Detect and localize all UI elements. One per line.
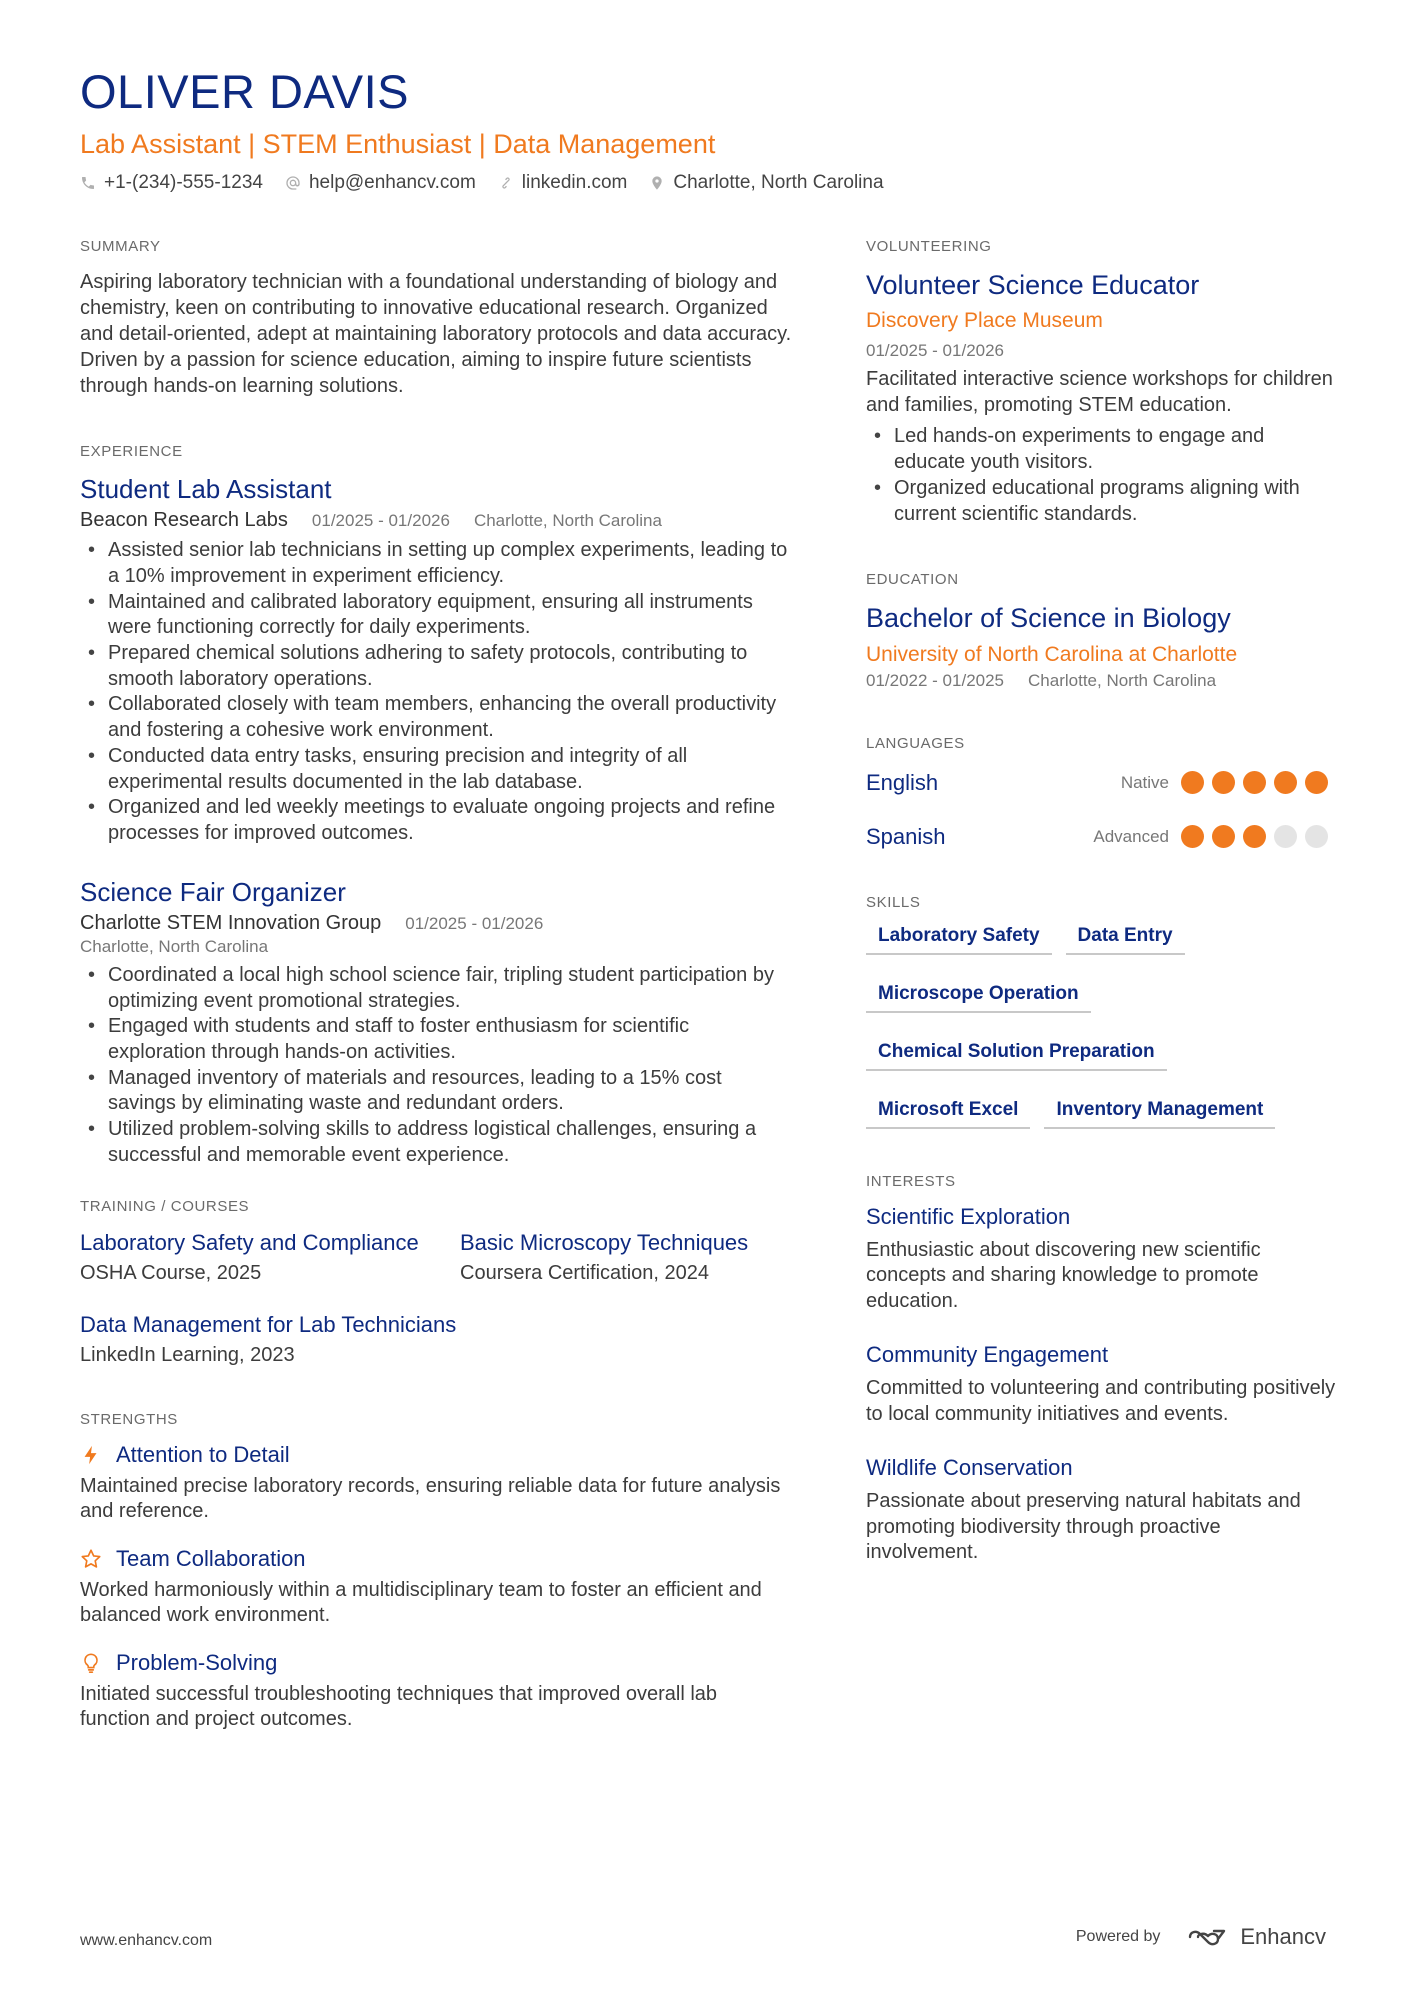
- skill-tag: Microscope Operation: [866, 983, 1091, 1013]
- brand-logo[interactable]: [1186, 1924, 1326, 1950]
- skills-section: [866, 894, 1336, 1129]
- course-title: Laboratory Safety and Compliance: [80, 1230, 419, 1256]
- lightbulb-icon: [80, 1652, 102, 1674]
- training-section: [80, 1198, 792, 1367]
- course-entry: [460, 1229, 790, 1285]
- rating-dot-filled: [1181, 825, 1204, 848]
- strength-entry: [80, 1546, 792, 1628]
- course-entry: [80, 1311, 460, 1367]
- section-heading: SKILLS: [866, 893, 921, 911]
- bullet-item: • Engaged with students and staff to foster enthusiasm for scientific exploration through hands-on activities.: [80, 1014, 792, 1065]
- language-rating: [1181, 771, 1336, 794]
- strength-title: Team Collaboration: [116, 1546, 306, 1572]
- course-provider: Coursera Certification, 2024: [460, 1262, 710, 1285]
- bullet-item: • Collaborated closely with team members, enhancing the overall productivity and fostering a cohesive work environment.: [80, 692, 792, 743]
- section-heading: LANGUAGES: [866, 734, 965, 752]
- interest-description: Enthusiastic about discovering new scientific concepts and sharing knowledge to promote education.: [866, 1238, 1261, 1312]
- candidate-title: Lab Assistant | STEM Enthusiast | Data Management: [80, 128, 716, 159]
- interest-entry: [866, 1204, 1336, 1315]
- bullet-item: • Led hands-on experiments to engage and educate youth visitors.: [866, 424, 1336, 475]
- strength-header: [80, 1546, 792, 1572]
- linkedin-link[interactable]: linkedin.com: [521, 172, 628, 194]
- strength-description: Maintained precise laboratory records, ensuring reliable data for future analysis and reference.: [80, 1475, 781, 1523]
- interest-entry: [866, 1455, 1336, 1566]
- bullet-item: • Managed inventory of materials and resources, leading to a 15% cost savings by eliminating waste and redundant orders.: [80, 1066, 792, 1117]
- bullet-item: • Prepared chemical solutions adhering to safety protocols, contributing to smooth laboratory operations.: [80, 641, 792, 692]
- volunteer-role: Volunteer Science Educator: [866, 270, 1200, 300]
- language-level: Advanced: [1093, 826, 1169, 846]
- bullet-item: • Organized educational programs aligning with current scientific standards.: [866, 476, 1336, 527]
- volunteer-dates: 01/2025 - 01/2026: [866, 341, 1005, 361]
- volunteer-organization: Discovery Place Museum: [866, 309, 1103, 333]
- interest-title: Community Engagement: [866, 1342, 1109, 1368]
- education-dates: 01/2022 - 01/2025: [866, 670, 1005, 690]
- course-title: Basic Microscopy Techniques: [460, 1230, 749, 1256]
- contact-location: [649, 172, 883, 194]
- volunteer-description: Facilitated interactive science workshops for children and families, promoting STEM education.: [866, 368, 1333, 416]
- language-name: Spanish: [866, 823, 946, 849]
- language-level: Native: [1120, 772, 1169, 792]
- strength-header: [80, 1442, 792, 1468]
- section-heading: INTERESTS: [866, 1172, 956, 1190]
- job-meta: [80, 509, 792, 532]
- job-title: Student Lab Assistant: [80, 474, 332, 504]
- summary-section: [80, 238, 792, 399]
- section-heading: VOLUNTEERING: [866, 238, 992, 255]
- interest-description: Committed to volunteering and contributing positively to local community initiatives and events.: [866, 1377, 1336, 1425]
- interest-description: Passionate about preserving natural habitats and promoting biodiversity through proactive involvement.: [866, 1490, 1301, 1564]
- bolt-icon: [80, 1444, 102, 1466]
- rating-dot-filled: [1212, 825, 1235, 848]
- job-bullets: [80, 538, 792, 846]
- skill-tags: [866, 925, 1336, 1129]
- skill-tag: Laboratory Safety: [866, 925, 1052, 955]
- job-location: Charlotte, North Carolina: [80, 936, 269, 956]
- section-heading: EXPERIENCE: [80, 443, 183, 460]
- bullet-item: • Conducted data entry tasks, ensuring precision and integrity of all experimental results documented in the lab database.: [80, 744, 792, 795]
- skill-tag: Microsoft Excel: [866, 1099, 1030, 1129]
- volunteering-section: [866, 238, 1336, 527]
- phone-text: +1-(234)-555-1234: [104, 172, 263, 194]
- link-icon: [498, 175, 514, 191]
- section-heading: TRAINING / COURSES: [80, 1198, 250, 1216]
- brand-name: Enhancv: [1240, 1924, 1326, 1949]
- summary-text: Aspiring laboratory technician with a foundational understanding of biology and chemistry, keen on contributing to innovative educational research. Organized and detail-oriented, adept at maintaining laboratory protocols and data accuracy. Driven by a passion for science education, aiming to inspire future scientists through hands-on learning solutions.: [80, 271, 792, 397]
- school-name: University of North Carolina at Charlotte: [866, 642, 1238, 666]
- rating-dot-filled: [1212, 771, 1235, 794]
- job-dates: 01/2025 - 01/2026: [311, 511, 450, 531]
- location-text: Charlotte, North Carolina: [673, 172, 884, 194]
- bullet-item: • Maintained and calibrated laboratory equipment, ensuring all instruments were functioning correctly for daily experiments.: [80, 590, 792, 641]
- course-provider: OSHA Course, 2025: [80, 1262, 262, 1285]
- contact-phone: [80, 172, 263, 194]
- section-heading: STRENGTHS: [80, 1411, 178, 1429]
- footer-branding: [1076, 1924, 1326, 1950]
- job-meta: [80, 912, 792, 935]
- strength-title: Attention to Detail: [116, 1442, 290, 1468]
- bullet-item: • Utilized problem-solving skills to address logistical challenges, ensuring a successful and memorable event experience.: [80, 1117, 792, 1168]
- strength-header: [80, 1650, 792, 1676]
- volunteer-bullets: [866, 424, 1336, 527]
- job-dates: 01/2025 - 01/2026: [405, 913, 544, 933]
- bullet-item: • Organized and led weekly meetings to evaluate ongoing projects and refine processes for improved outcomes.: [80, 795, 792, 846]
- language-row: [866, 756, 1336, 810]
- education-section: [866, 571, 1336, 690]
- contact-linkedin[interactable]: [498, 172, 628, 194]
- education-location: Charlotte, North Carolina: [1028, 670, 1217, 690]
- rating-dot-filled: [1274, 771, 1297, 794]
- contact-row: [80, 172, 1330, 194]
- company-name: Charlotte STEM Innovation Group: [80, 911, 382, 934]
- rating-dot-filled: [1305, 771, 1328, 794]
- language-rating: [1181, 825, 1336, 848]
- bullet-item: • Assisted senior lab technicians in setting up complex experiments, leading to a 10% improvement in experiment efficiency.: [80, 538, 792, 589]
- education-meta: [866, 671, 1336, 691]
- degree-title: Bachelor of Science in Biology: [866, 603, 1231, 634]
- left-column: [80, 238, 792, 1776]
- right-column: [866, 238, 1336, 1610]
- language-name: English: [866, 769, 939, 795]
- job-location: Charlotte, North Carolina: [473, 511, 662, 531]
- interest-title: Scientific Exploration: [866, 1203, 1071, 1229]
- strengths-section: [80, 1411, 792, 1732]
- interest-title: Wildlife Conservation: [866, 1455, 1073, 1481]
- job-bullets: [80, 963, 792, 1169]
- course-grid: [80, 1229, 792, 1367]
- at-icon: [285, 175, 301, 191]
- rating-dot-empty: [1305, 825, 1328, 848]
- experience-entry: [80, 877, 792, 1169]
- company-name: Beacon Research Labs: [80, 509, 288, 532]
- languages-section: [866, 735, 1336, 864]
- strength-description: Initiated successful troubleshooting techniques that improved overall lab function and project outcomes.: [80, 1683, 718, 1731]
- strength-description: Worked harmoniously within a multidisciplinary team to foster an efficient and balanced work environment.: [80, 1579, 762, 1627]
- language-row: [866, 810, 1336, 864]
- skill-tag: Chemical Solution Preparation: [866, 1041, 1167, 1071]
- course-title: Data Management for Lab Technicians: [80, 1312, 457, 1338]
- course-entry: [80, 1229, 460, 1285]
- bullet-item: • Coordinated a local high school science fair, tripling student participation by optimizing event promotional strategies.: [80, 963, 792, 1014]
- skill-tag: Data Entry: [1066, 925, 1185, 955]
- strength-entry: [80, 1442, 792, 1524]
- strength-entry: [80, 1650, 792, 1732]
- location-pin-icon: [649, 175, 665, 191]
- powered-by-label: Powered by: [1075, 1928, 1161, 1945]
- star-icon: [80, 1548, 102, 1570]
- skill-tag: Inventory Management: [1044, 1099, 1275, 1129]
- rating-dot-filled: [1243, 771, 1266, 794]
- footer-website[interactable]: www.enhancv.com: [80, 1932, 213, 1949]
- rating-dot-filled: [1243, 825, 1266, 848]
- strength-title: Problem-Solving: [116, 1650, 278, 1676]
- section-heading: EDUCATION: [866, 571, 959, 589]
- job-title: Science Fair Organizer: [80, 876, 346, 907]
- rating-dot-empty: [1274, 825, 1297, 848]
- contact-email[interactable]: [285, 172, 476, 194]
- rating-dot-filled: [1181, 771, 1204, 794]
- resume-header: [80, 66, 1330, 194]
- course-provider: LinkedIn Learning, 2023: [80, 1344, 295, 1367]
- candidate-name: OLIVER DAVIS: [80, 65, 410, 118]
- experience-section: [80, 443, 792, 1168]
- section-heading: SUMMARY: [80, 238, 161, 255]
- email-link[interactable]: help@enhancv.com: [308, 172, 476, 194]
- enhancv-logo-icon: [1186, 1925, 1232, 1949]
- interest-entry: [866, 1342, 1336, 1427]
- experience-entry: [80, 474, 792, 847]
- phone-icon: [80, 175, 96, 191]
- interests-section: [866, 1173, 1336, 1566]
